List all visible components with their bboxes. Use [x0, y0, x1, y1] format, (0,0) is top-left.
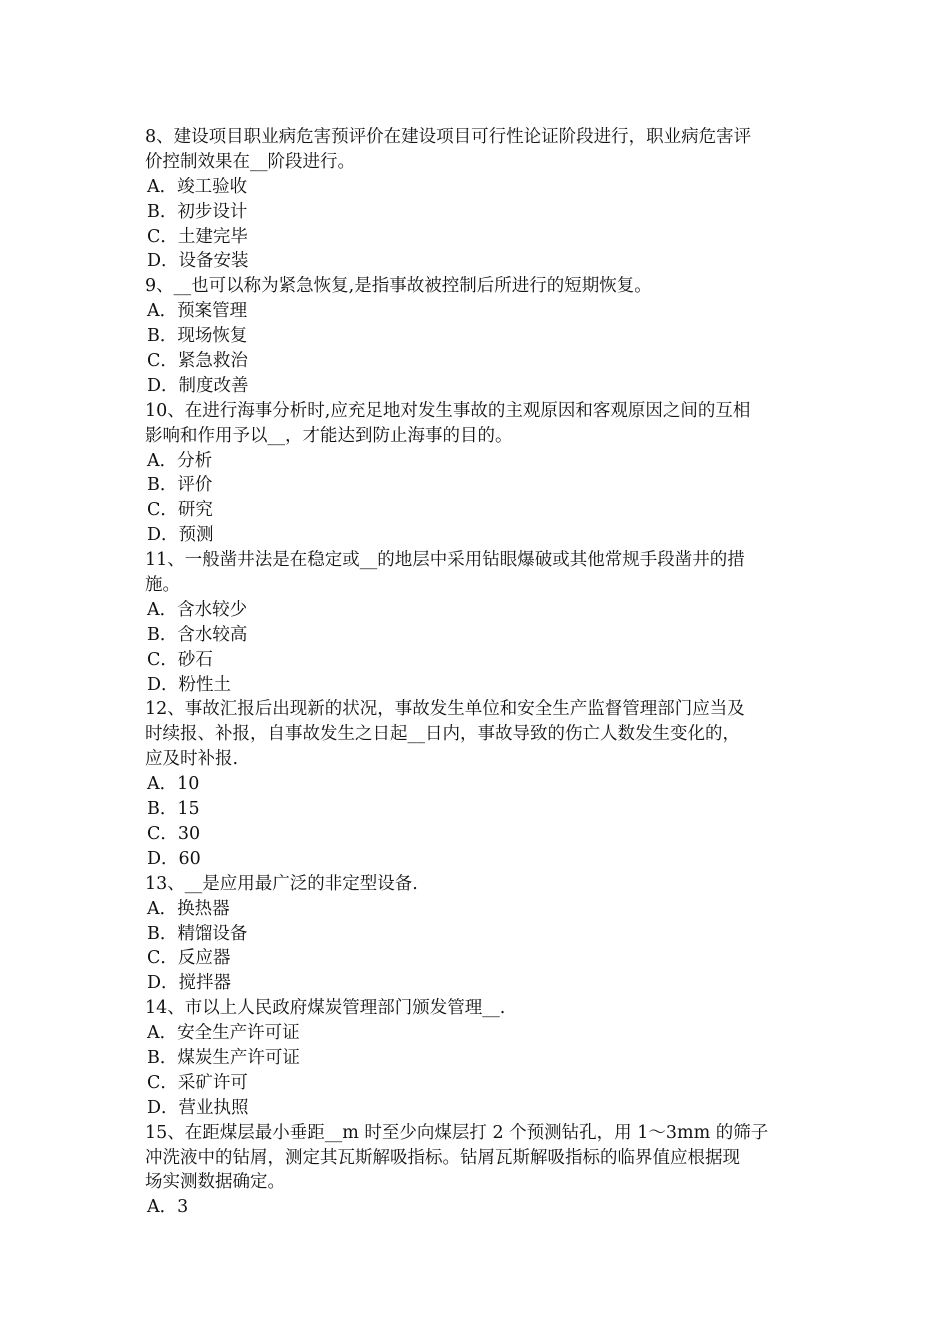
option-c: C．土建完毕 [147, 226, 248, 247]
question-8 [145, 125, 810, 274]
option-b: B．含水较高 [147, 624, 248, 645]
option-b: B．煤炭生产许可证 [147, 1047, 300, 1068]
option-a: A．3 [147, 1197, 189, 1218]
question-text-line: 场实测数据确定。 [145, 1172, 285, 1193]
question-14 [145, 996, 810, 1120]
option-b: B．初步设计 [147, 201, 248, 222]
option-d: D．营业执照 [147, 1097, 249, 1118]
question-text-line: 10、在进行海事分析时,应充足地对发生事故的主观原因和客观原因之间的互相 [145, 400, 751, 421]
option-a: A．分析 [147, 450, 213, 471]
option-c: C．30 [147, 823, 201, 844]
question-text-line: 12、事故汇报后出现新的状况，事故发生单位和安全生产监督管理部门应当及 [145, 699, 745, 720]
option-c: C．砂石 [147, 649, 213, 670]
option-a: A．预案管理 [147, 301, 248, 322]
option-a: A．10 [147, 774, 200, 795]
question-text-line: 施。 [145, 575, 180, 596]
question-list [145, 125, 810, 1220]
question-text-line: 11、一般凿井法是在稳定或__的地层中采用钻眼爆破或其他常规手段凿井的措 [145, 550, 745, 571]
option-c: C．反应器 [147, 948, 231, 969]
option-a: A．安全生产许可证 [147, 1023, 300, 1044]
option-d: D．制度改善 [147, 375, 249, 396]
option-a: A．换热器 [147, 898, 230, 919]
option-b: B．现场恢复 [147, 326, 248, 347]
option-b: B．评价 [147, 475, 213, 496]
question-text-line: 15、在距煤层最小垂距__m 时至少向煤层打 2 个预测钻孔，用 1～3mm 的筛子 [145, 1122, 769, 1143]
option-d: D．60 [147, 848, 201, 869]
question-text-line: 价控制效果在__阶段进行。 [145, 151, 355, 172]
question-10 [145, 399, 810, 548]
question-12 [145, 697, 810, 871]
question-text-line: 9、__也可以称为紧急恢复,是指事故被控制后所进行的短期恢复。 [145, 276, 652, 297]
question-13 [145, 872, 810, 996]
option-d: D．搅拌器 [147, 973, 232, 994]
question-9 [145, 274, 810, 398]
question-11 [145, 548, 810, 697]
option-b: B．精馏设备 [147, 923, 248, 944]
option-d: D．粉性土 [147, 674, 232, 695]
option-c: C．采矿许可 [147, 1072, 248, 1093]
option-d: D．设备安装 [147, 251, 249, 272]
question-15 [145, 1121, 810, 1221]
question-text-line: 14、市以上人民政府煤炭管理部门颁发管理__. [145, 998, 506, 1019]
option-c: C．研究 [147, 500, 213, 521]
option-a: A．含水较少 [147, 599, 248, 620]
question-text-line: 8、建设项目职业病危害预评价在建设项目可行性论证阶段进行，职业病危害评 [145, 127, 752, 147]
question-text-line: 冲洗液中的钻屑，测定其瓦斯解吸指标。钻屑瓦斯解吸指标的临界值应根据现 [145, 1147, 740, 1168]
option-b: B．15 [147, 799, 200, 820]
option-a: A．竣工验收 [147, 176, 248, 197]
question-text-line: 时续报、补报，自事故发生之日起__日内，事故导致的伤亡人数发生变化的， [145, 724, 740, 745]
question-text-line: 13、__是应用最广泛的非定型设备. [145, 873, 418, 894]
option-d: D．预测 [147, 525, 214, 546]
question-text-line: 应及时补报. [145, 749, 239, 770]
question-text-line: 影响和作用予以__，才能达到防止海事的目的。 [145, 425, 513, 446]
option-c: C．紧急救治 [147, 351, 248, 372]
